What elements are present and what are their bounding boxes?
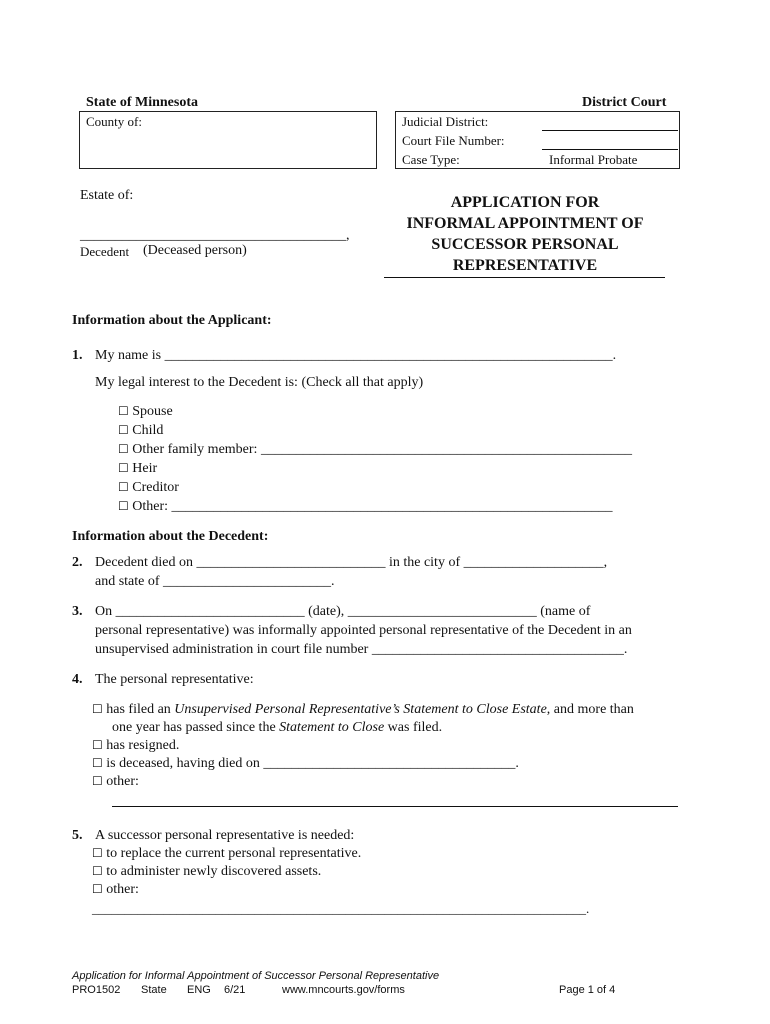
q5-option-other[interactable]: ☐ other: [92, 882, 139, 897]
q3-line-1[interactable]: On ___________________________ (date), ___________________________ (name of [95, 604, 591, 619]
q1-name-field[interactable]: My name is ________________________________________________________________. [95, 348, 617, 363]
state-label: State of Minnesota [86, 95, 198, 110]
checkbox-icon[interactable]: ☐ [92, 846, 103, 860]
footer-language: ENG [187, 984, 211, 996]
option-other[interactable]: ☐ Other: _______________________________________________________________ [118, 499, 613, 514]
q3-number: 3. [72, 604, 83, 619]
checkbox-icon[interactable]: ☐ [118, 442, 129, 456]
q2-death-date-city[interactable]: Decedent died on ___________________________ in the city of ____________________, [95, 555, 608, 570]
decedent-label: Decedent [80, 244, 130, 259]
title-underline [384, 277, 665, 278]
q5-number: 5. [72, 828, 83, 843]
q4-option-filed[interactable]: ☐ has filed an Unsupervised Personal Representative’s Statement to Close Estate, and more than [92, 702, 634, 717]
footer-revision: 6/21 [224, 984, 246, 996]
title-line-2: INFORMAL APPOINTMENT OF [406, 215, 644, 232]
q5-option-replace[interactable]: ☐ to replace the current personal representative. [92, 846, 362, 861]
county-label: County of: [86, 114, 142, 129]
q5-option-assets[interactable]: ☐ to administer newly discovered assets. [92, 864, 322, 879]
court-file-field[interactable] [542, 149, 678, 150]
option-heir[interactable]: ☐ Heir [118, 461, 158, 476]
option-other-family[interactable]: ☐ Other family member: _____________________________________________________ [118, 442, 632, 457]
checkbox-icon[interactable]: ☐ [92, 738, 103, 752]
checkbox-icon[interactable]: ☐ [118, 499, 129, 513]
q4-option-deceased[interactable]: ☐ is deceased, having died on ____________________________________. [92, 756, 519, 771]
estate-of-label: Estate of: [80, 188, 134, 203]
case-type-label: Case Type: [402, 152, 460, 167]
court-file-label: Court File Number: [402, 133, 505, 148]
q4-text: The personal representative: [95, 672, 254, 687]
q5-other-field[interactable]: ____________________________________________________________________________. [92, 901, 590, 916]
q1-number: 1. [72, 348, 83, 363]
interest-options [118, 402, 632, 516]
title-line-3: SUCCESSOR PERSONAL [431, 236, 619, 253]
q4-number: 4. [72, 672, 83, 687]
checkbox-icon[interactable]: ☐ [92, 756, 103, 770]
court-label: District Court [582, 95, 667, 110]
option-child[interactable]: ☐ Child [118, 423, 164, 438]
checkbox-icon[interactable]: ☐ [92, 774, 103, 788]
q2-state[interactable]: and state of ________________________. [95, 574, 335, 589]
footer-page-number: Page 1 of 4 [559, 984, 616, 996]
judicial-district-label: Judicial District: [402, 114, 489, 129]
title-line-4: REPRESENTATIVE [452, 257, 598, 274]
checkbox-icon[interactable]: ☐ [118, 480, 129, 494]
judicial-district-field[interactable] [542, 130, 678, 131]
case-type-value: Informal Probate [549, 152, 638, 167]
q4-option-resigned[interactable]: ☐ has resigned. [92, 738, 180, 753]
q3-line-2: personal representative) was informally appointed personal representative of the Decedent in an [95, 623, 632, 638]
option-spouse[interactable]: ☐ Spouse [118, 404, 173, 419]
deceased-person-label: (Deceased person) [143, 243, 247, 258]
q4-option-filed-cont: one year has passed since the Statement to Close was filed. [112, 720, 443, 735]
title-line-1: APPLICATION FOR [450, 194, 600, 211]
q4-other-field[interactable] [112, 806, 678, 807]
decedent-name-line[interactable]: ______________________________________, [80, 228, 350, 243]
q3-line-3[interactable]: unsupervised administration in court file number ____________________________________. [95, 642, 628, 657]
option-creditor[interactable]: ☐ Creditor [118, 480, 179, 495]
footer-form-code: PRO1502 [72, 984, 121, 996]
page-title [385, 192, 665, 276]
checkbox-icon[interactable]: ☐ [118, 461, 129, 475]
applicant-heading: Information about the Applicant: [72, 313, 272, 328]
checkbox-icon[interactable]: ☐ [92, 882, 103, 896]
checkbox-icon[interactable]: ☐ [92, 864, 103, 878]
footer-website-link[interactable]: www.mncourts.gov/forms [282, 984, 405, 996]
q2-number: 2. [72, 555, 83, 570]
decedent-heading: Information about the Decedent: [72, 529, 269, 544]
q5-text: A successor personal representative is needed: [95, 828, 355, 843]
checkbox-icon[interactable]: ☐ [118, 404, 129, 418]
checkbox-icon[interactable]: ☐ [92, 702, 103, 716]
checkbox-icon[interactable]: ☐ [118, 423, 129, 437]
q4-option-other[interactable]: ☐ other: [92, 774, 139, 789]
footer-jurisdiction: State [141, 984, 167, 996]
footer-form-title: Application for Informal Appointment of Successor Personal Representative [72, 970, 440, 982]
legal-interest-label: My legal interest to the Decedent is: (Check all that apply) [95, 375, 424, 390]
